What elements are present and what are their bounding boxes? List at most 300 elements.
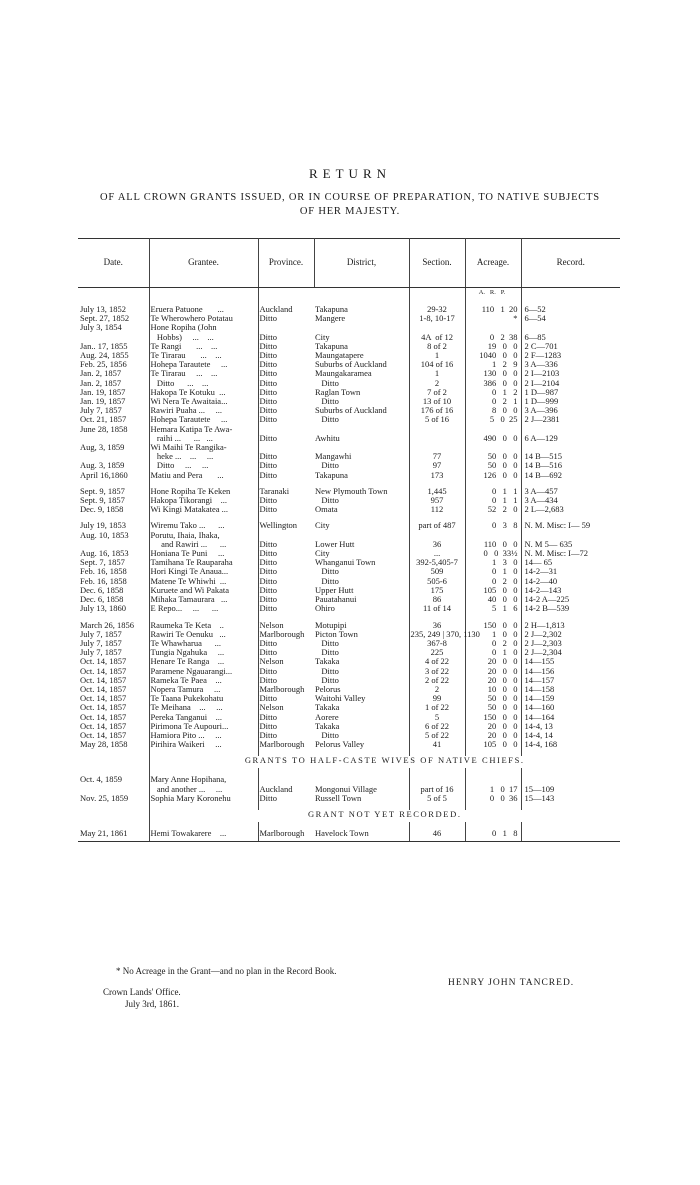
section-cell (409, 434, 465, 443)
record-cell: 14-2—40 (524, 575, 558, 586)
grantee-cell: Te Meihana ... ... (149, 703, 258, 712)
grantee-cell: raihi ... ... ... (149, 434, 258, 443)
date-cell: July 13, 1860 (78, 604, 149, 613)
section-cell: 1 (409, 351, 465, 360)
record-cell: 2 J—2,304 (524, 647, 562, 658)
grantee-cell: Hemara Katipa Te Awa- (149, 425, 258, 434)
section-cell: 392-5,405-7 (409, 558, 465, 567)
date-cell: Jan.. 17, 1855 (78, 342, 149, 351)
acreage-cell: 386 0 0 (465, 379, 521, 388)
date-cell: Jan. 2, 1857 (78, 369, 149, 378)
province-cell: Taranaki (259, 485, 290, 496)
district-cell: Ditto (314, 415, 409, 424)
province-cell: Ditto (259, 504, 277, 515)
record-cell: 14—155 (524, 656, 555, 667)
district-cell: Pelorus Valley (314, 740, 409, 749)
section-cell: 2 (409, 379, 465, 388)
grantee-cell: Pirihira Waikeri ... (149, 740, 258, 749)
grantee-cell: Wi Maihi Te Rangika- (149, 443, 258, 452)
section-cell: 6 of 22 (409, 722, 465, 731)
record-cell: N. M. Misc: I— 59 (524, 520, 591, 531)
province-cell: Ditto (259, 584, 277, 595)
date-cell: Aug. 24, 1855 (78, 351, 149, 360)
date-cell: July 3, 1854 (78, 323, 149, 332)
district-cell: Maungatapere (314, 351, 409, 360)
district-cell: Whanganui Town (314, 558, 409, 567)
record-cell: 2 I—2103 (524, 368, 560, 379)
section-cell: 1,445 (409, 487, 465, 496)
date-cell: Oct. 21, 1857 (78, 415, 149, 424)
acreage-cell: 0 1 1 (465, 496, 521, 505)
province-cell: Ditto (259, 405, 277, 416)
province-cell: Ditto (259, 665, 277, 676)
district-cell: Takaka (314, 703, 409, 712)
acreage-cell: 1 3 0 (465, 558, 521, 567)
district-cell: Lower Hutt (314, 540, 409, 549)
section-cell: 41 (409, 740, 465, 749)
date-cell: May 21, 1861 (78, 829, 149, 842)
record-cell: 3 A—396 (524, 405, 558, 416)
section-cell: part of 487 (409, 521, 465, 530)
column-header: Province. (258, 239, 314, 288)
date-cell: Jan. 19, 1857 (78, 388, 149, 397)
acreage-cell: 150 0 0 (465, 621, 521, 630)
acreage-cell: 20 0 0 (465, 667, 521, 676)
province-cell: Marlborough (259, 628, 305, 639)
subtitle-line-1: OF ALL CROWN GRANTS ISSUED, OR IN COURSE OF PREPARATION, TO NATIVE SUBJECTS (100, 192, 600, 203)
grantee-cell: Te Tirarau ... ... (149, 351, 258, 360)
date-cell: Jan. 2, 1857 (78, 379, 149, 388)
record-cell: 14 B—692 (524, 469, 563, 480)
record-cell: 2 F—1283 (524, 350, 562, 361)
province-cell: Ditto (259, 451, 277, 462)
grantee-cell: Honiana Te Puni ... (149, 549, 258, 558)
date-cell: Oct. 14, 1857 (78, 703, 149, 712)
province-cell: Ditto (259, 313, 277, 324)
district-cell: Suburbs of Auckland (314, 406, 409, 415)
record-cell: 14-4, 168 (524, 739, 558, 750)
record-cell: 14-2—31 (524, 566, 558, 577)
section-cell: 5 (409, 713, 465, 722)
province-cell: Ditto (259, 414, 277, 425)
district-cell: Ohiro (314, 604, 409, 613)
grantee-cell: Raumeka Te Keta .. (149, 621, 258, 630)
column-header: Record. (521, 239, 620, 288)
acreage-cell: 110 1 20 (465, 305, 521, 314)
acreage-cell: 105 0 0 (465, 740, 521, 749)
district-cell: Russell Town (314, 794, 409, 803)
district-cell: Ditto (314, 676, 409, 685)
acreage-cell: 5 1 6 (465, 604, 521, 613)
office-name: Crown Lands' Office. (103, 987, 181, 997)
record-cell: 6—52 (524, 304, 546, 314)
acreage-cell: 0 1 2 (465, 388, 521, 397)
record-cell: 14— 65 (524, 557, 553, 568)
section-cell: 225 (409, 648, 465, 657)
acreage-cell: 5 0 25 (465, 415, 521, 424)
date-cell: July 7, 1857 (78, 406, 149, 415)
province-cell: Ditto (259, 729, 277, 740)
district-cell: Raglan Town (314, 388, 409, 397)
grantee-cell: Hohepa Tarautete ... (149, 415, 258, 424)
district-cell: Havelock Town (314, 829, 409, 842)
district-cell: Ditto (314, 397, 409, 406)
acreage-cell: 0 1 1 (465, 487, 521, 496)
record-cell: 14-2 A—225 (524, 594, 570, 605)
grantee-cell: Tungia Ngahuka ... (149, 648, 258, 657)
grantee-cell: Pirimona Te Aupouri... (149, 722, 258, 731)
acreage-cell: 8 0 0 (465, 406, 521, 415)
section-cell: 2 (409, 685, 465, 694)
district-cell: Motupipi (314, 621, 409, 630)
province-cell: Ditto (259, 460, 277, 471)
district-cell: Omata (314, 505, 409, 514)
record-cell: 14—158 (524, 683, 555, 694)
grantee-cell: Hone Ropiha (John (149, 323, 258, 332)
province-cell: Nelson (259, 619, 284, 630)
date-cell: Feb. 25, 1856 (78, 360, 149, 369)
acreage-cell: 1 2 9 (465, 360, 521, 369)
section-cell: 235, 249 | 370, 1130 (410, 628, 480, 639)
record-cell: 14-2 B—539 (524, 603, 570, 614)
province-cell: Ditto (259, 368, 277, 379)
grantee-cell: Te Taana Pukekohatu (149, 694, 258, 703)
acreage-units: A. R. P. (465, 288, 521, 299)
date-cell: Aug. 10, 1853 (78, 531, 149, 540)
section-cell: 5 of 5 (409, 794, 465, 803)
province-cell: Ditto (259, 647, 277, 658)
record-cell: 6—85 (524, 331, 546, 342)
district-cell: Ditto (314, 639, 409, 648)
district-cell: Mongonui Village (314, 785, 409, 794)
province-cell: Ditto (259, 674, 277, 685)
office-date: July 3rd, 1861. (125, 999, 179, 1009)
province-cell: Ditto (259, 432, 277, 443)
acreage-cell: 0 2 0 (465, 639, 521, 648)
grantee-cell: Nopera Tamura ... (149, 685, 258, 694)
acreage-cell: 50 0 0 (465, 452, 521, 461)
signature: HENRY JOHN TANCRED. (448, 978, 575, 988)
section-cell: 99 (409, 694, 465, 703)
section-cell: 97 (409, 461, 465, 470)
grantee-cell: Hamiora Pito ... ... (149, 731, 258, 740)
district-cell: Maungakaramea (314, 369, 409, 378)
section-cell: 13 of 10 (409, 397, 465, 406)
section-heading-row (78, 810, 620, 822)
date-cell: March 26, 1856 (78, 621, 149, 630)
acreage-cell: 20 0 0 (465, 731, 521, 740)
date-cell: Sept. 9, 1857 (78, 496, 149, 505)
province-cell: Ditto (259, 359, 277, 370)
record-cell: 15—109 (524, 783, 555, 794)
acreage-cell: 0 2 0 (465, 577, 521, 586)
district-cell: Takaka (314, 722, 409, 731)
record-cell: 2 J—2,302 (524, 628, 562, 639)
province-cell: Auckland (259, 304, 293, 314)
date-cell: Oct. 14, 1857 (78, 676, 149, 685)
section-cell: 29-32 (409, 305, 465, 314)
date-cell: May 28, 1858 (78, 740, 149, 749)
district-cell: City (314, 333, 409, 342)
section-cell: 104 of 16 (409, 360, 465, 369)
section-heading: GRANT NOT YET RECORDED. (307, 808, 462, 819)
acreage-cell: 0 1 0 (465, 567, 521, 576)
grantee-cell: Henare Te Ranga ... (149, 657, 258, 666)
record-cell: 6 A—129 (524, 432, 558, 443)
date-cell: July 7, 1857 (78, 630, 149, 639)
acreage-cell: 1 0 17 (465, 785, 521, 794)
acreage-cell: 50 0 0 (465, 461, 521, 470)
grantee-cell: Te Tirarau ... ... (149, 369, 258, 378)
district-cell: Waitohi Valley (314, 694, 409, 703)
column-header: Acreage. (465, 239, 521, 288)
district-cell: Takapuna (314, 305, 409, 314)
acreage-cell: 0 3 8 (465, 521, 521, 530)
record-cell: N. M 5— 635 (524, 538, 573, 549)
acreage-cell: 10 0 0 (465, 685, 521, 694)
section-cell: 1 (409, 369, 465, 378)
record-cell: 1 D—999 (524, 396, 559, 407)
acreage-cell: 0 1 0 (465, 648, 521, 657)
record-cell: 2 H—1,813 (524, 619, 565, 630)
section-cell: 1 of 22 (409, 703, 465, 712)
record-cell (521, 829, 620, 842)
date-cell: Oct. 14, 1857 (78, 685, 149, 694)
table-row (78, 794, 620, 803)
grantee-cell: Hobbs) ... ... (149, 333, 258, 342)
section-cell: 3 of 22 (409, 667, 465, 676)
record-cell: 15—143 (524, 792, 555, 803)
section-cell: 1-8, 10-17 (409, 314, 465, 323)
district-cell: City (314, 521, 409, 530)
date-cell: Dec. 9, 1858 (78, 505, 149, 514)
column-header: Section. (409, 239, 465, 288)
acreage-units-row (78, 288, 620, 299)
record-cell: 14-2—143 (524, 584, 562, 595)
record-cell: 2 J—2381 (524, 414, 560, 425)
record-cell: N. M. Misc: I—72 (524, 548, 589, 559)
province-cell: Ditto (259, 575, 277, 586)
district-cell: Awhitu (314, 434, 409, 443)
grantee-cell: Ditto ... ... (149, 379, 258, 388)
section-cell: 11 of 14 (409, 604, 465, 613)
acreage-cell: 490 0 0 (465, 434, 521, 443)
date-cell: Oct. 14, 1857 (78, 722, 149, 731)
record-cell: 2 L—2,683 (524, 504, 564, 515)
date-cell: July 19, 1853 (78, 521, 149, 530)
grantee-cell: Hakopa Te Kotuku ... (149, 388, 258, 397)
date-cell: Aug. 3, 1859 (78, 461, 149, 470)
section-cell (409, 425, 465, 434)
table-row (78, 740, 620, 749)
province-cell: Ditto (259, 557, 277, 568)
section-cell: 509 (409, 567, 465, 576)
district-cell: Takaka (314, 657, 409, 666)
district-cell: Picton Town (314, 630, 409, 639)
record-cell: 6—54 (524, 313, 546, 324)
acreage-cell: 50 0 0 (465, 703, 521, 712)
grantee-cell: Wiremu Tako ... ... (149, 521, 258, 530)
section-cell: 86 (409, 595, 465, 604)
grantee-cell: Kuruete and Wi Pakata (149, 586, 258, 595)
section-cell: 173 (409, 471, 465, 480)
province-cell: Marlborough (259, 739, 305, 750)
office-block (103, 986, 181, 1010)
grantee-cell: Wi Nera Te Awaitaia... (149, 397, 258, 406)
section-cell: 46 (409, 829, 465, 842)
record-cell: 3 A—457 (524, 485, 558, 496)
section-cell: 505-6 (409, 577, 465, 586)
province-cell: Ditto (259, 331, 277, 342)
date-cell: April 16,1860 (78, 471, 149, 480)
district-cell: Takapuna (314, 471, 409, 480)
footnote: * No Acreage in the Grant—and no plan in the Record Book. (116, 966, 337, 976)
date-cell: Feb. 16, 1858 (78, 567, 149, 576)
grantee-cell: Matiu and Pera ... (149, 471, 258, 480)
section-cell: 176 of 16 (409, 406, 465, 415)
district-cell: Ditto (314, 667, 409, 676)
date-cell: Dec. 6, 1858 (78, 595, 149, 604)
section-cell: 8 of 2 (409, 342, 465, 351)
date-cell: Sept. 27, 1852 (78, 314, 149, 323)
date-cell: Dec. 6, 1858 (78, 586, 149, 595)
crown-grants-table (78, 238, 620, 842)
record-cell: 1 D—987 (524, 386, 559, 397)
acreage-cell: 126 0 0 (465, 471, 521, 480)
grantee-cell: Hemi Towakarere ... (149, 829, 258, 842)
table-header (78, 239, 620, 288)
grantee-cell: Paramene Ngauarangi... (149, 667, 258, 676)
section-cell: 36 (409, 540, 465, 549)
province-cell: Ditto (259, 693, 277, 704)
table-row (78, 471, 620, 480)
record-cell: 2 J—2,303 (524, 637, 562, 648)
district-cell: Ditto (314, 379, 409, 388)
grantee-cell: and another ... ... (149, 785, 258, 794)
record-cell: 14-4, 14 (524, 729, 553, 740)
province-cell: Marlborough (259, 683, 305, 694)
acreage-cell: 40 0 0 (465, 595, 521, 604)
record-cell: 14—159 (524, 693, 555, 704)
acreage-cell: 0 0 33½ (465, 549, 521, 558)
district-cell: Ditto (314, 577, 409, 586)
grantee-cell: Te Wherowhero Potatau (149, 314, 258, 323)
province-cell: Ditto (259, 350, 277, 361)
date-cell: Jan. 19, 1857 (78, 397, 149, 406)
grantee-cell: Eruera Patuone ... (149, 305, 258, 314)
district-cell: Mangawhi (314, 452, 409, 461)
district-cell: Aorere (314, 713, 409, 722)
grantee-cell: Mary Anne Hopihana, (149, 775, 258, 784)
section-cell: 5 of 16 (409, 415, 465, 424)
grantee-cell: Hori Kingi Te Anaua... (149, 567, 258, 576)
column-header: District, (314, 239, 409, 288)
acreage-cell: 150 0 0 (465, 713, 521, 722)
province-cell: Nelson (259, 702, 284, 713)
record-cell: 2 C—701 (524, 340, 558, 351)
section-cell: 2 of 22 (409, 676, 465, 685)
section-heading-row (78, 756, 620, 768)
province-cell: Ditto (259, 495, 277, 506)
province-cell: Ditto (259, 637, 277, 648)
grantee-cell: Te Whawharua ... (149, 639, 258, 648)
grantee-cell: E Repo... ... ... (149, 604, 258, 613)
grantee-cell: Porutu, Ihaia, Ihaka, (149, 531, 258, 540)
grantee-cell: Wi Kingi Matakatea ... (149, 505, 258, 514)
acreage-cell: 130 0 0 (465, 369, 521, 378)
acreage-cell: 105 0 0 (465, 586, 521, 595)
province-cell: Ditto (259, 792, 277, 803)
table-row (78, 829, 620, 842)
section-cell: 77 (409, 452, 465, 461)
column-header: Grantee. (149, 239, 258, 288)
grantee-cell: Hohepa Tarautete ... (149, 360, 258, 369)
table-row (78, 604, 620, 613)
acreage-cell: 20 0 0 (465, 657, 521, 666)
section-cell: 957 (409, 496, 465, 505)
district-cell: Upper Hutt (314, 586, 409, 595)
province-cell: Ditto (259, 566, 277, 577)
record-cell: 14 B—516 (524, 460, 563, 471)
district-cell: Takapuna (314, 342, 409, 351)
section-heading: GRANTS TO HALF-CASTE WIVES OF NATIVE CHIEFS. (244, 755, 525, 766)
district-cell: New Plymouth Town (314, 487, 409, 496)
province-cell: Ditto (259, 720, 277, 731)
section-cell: part of 16 (409, 785, 465, 794)
record-cell: 14—156 (524, 665, 555, 676)
section-cell: 5 of 22 (409, 731, 465, 740)
grantee-cell: Matene Te Whiwhi ... (149, 577, 258, 586)
table-body (78, 288, 620, 842)
grantee-cell: Rameka Te Paea ... (149, 676, 258, 685)
province-cell: Ditto (259, 386, 277, 397)
province-cell: Ditto (259, 377, 277, 388)
acreage-cell: 1040 0 0 (465, 351, 521, 360)
date-cell: Sept. 7, 1857 (78, 558, 149, 567)
date-cell: June 28, 1858 (78, 425, 149, 434)
date-cell: Oct. 14, 1857 (78, 657, 149, 666)
acreage-cell: 50 0 0 (465, 694, 521, 703)
date-cell: Aug. 16, 1853 (78, 549, 149, 558)
district-cell: Ditto (314, 731, 409, 740)
district-cell: Suburbs of Auckland (314, 360, 409, 369)
date-cell: Nov. 25, 1859 (78, 794, 149, 803)
acreage-cell: 0 2 1 (465, 397, 521, 406)
acreage-cell: 52 2 0 (465, 505, 521, 514)
acreage-cell: 0 0 36 (465, 794, 521, 803)
page-subtitle (80, 191, 620, 219)
district-cell: Ditto (314, 648, 409, 657)
section-cell: 367-8 (409, 639, 465, 648)
grantee-cell: Hone Ropiha Te Keken (149, 487, 258, 496)
record-cell: 2 I—2104 (524, 377, 560, 388)
district-cell: Ditto (314, 461, 409, 470)
section-cell: 4A of 12 (409, 333, 465, 342)
section-cell: 175 (409, 586, 465, 595)
section-cell: 36 (409, 621, 465, 630)
section-cell: 112 (409, 505, 465, 514)
province-cell: Marlborough (258, 829, 314, 842)
record-cell: 14 B—515 (524, 451, 563, 462)
district-cell: Ditto (314, 496, 409, 505)
date-cell: July 13, 1852 (78, 305, 149, 314)
province-cell: Ditto (259, 396, 277, 407)
subtitle-line-2: OF HER MAJESTY. (299, 206, 401, 217)
province-cell: Wellington (259, 520, 298, 531)
record-cell: 14—157 (524, 674, 555, 685)
province-cell: Nelson (259, 656, 284, 667)
acreage-cell: 20 0 0 (465, 722, 521, 731)
